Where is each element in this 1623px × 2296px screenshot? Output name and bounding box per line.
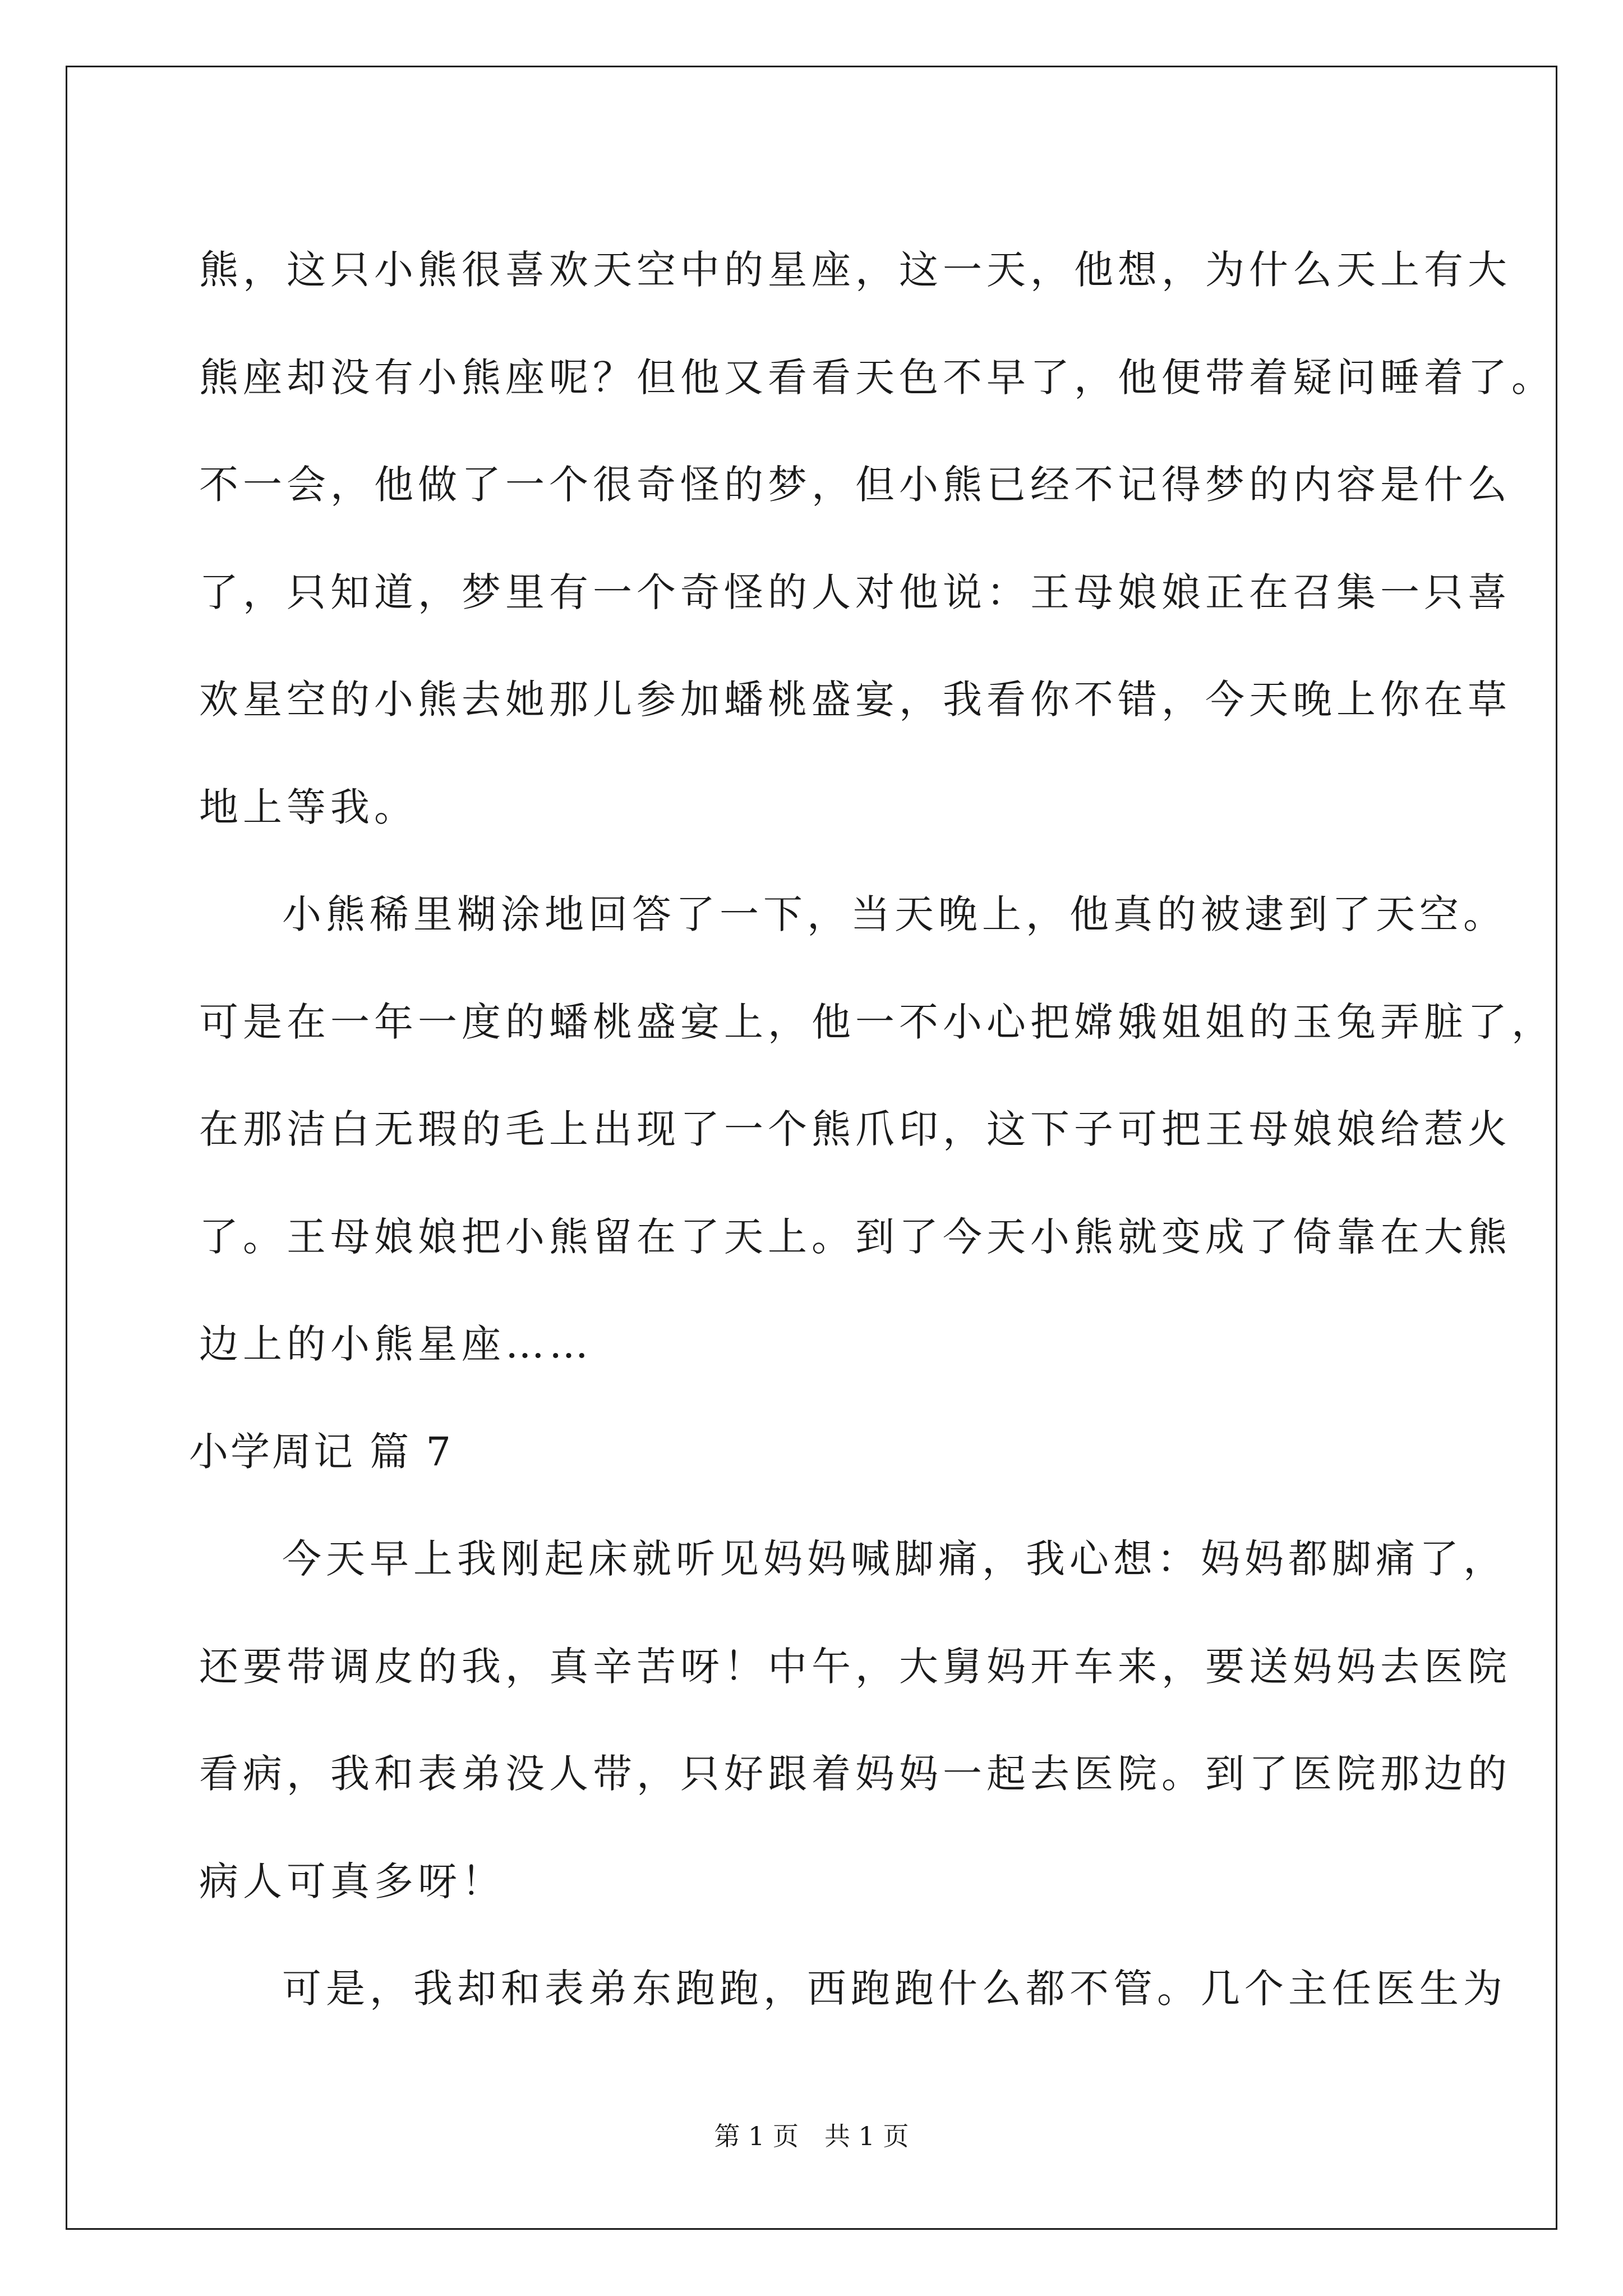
section-heading: 小学周记 篇 7 [189,1428,454,1475]
text-line: 了，只知道，梦里有一个奇怪的人对他说：王母娘娘正在召集一只喜 [199,569,1511,615]
text-line: 今天早上我刚起床就听见妈妈喊脚痛，我心想：妈妈都脚痛了， [282,1536,1507,1582]
text-line: 欢星空的小熊去她那儿参加蟠桃盛宴，我看你不错，今天晚上你在草 [199,677,1511,723]
text-line: 在那洁白无瑕的毛上出现了一个熊爪印，这下子可把王母娘娘给惹火 [199,1106,1511,1152]
text-line: 熊座却没有小熊座呢？但他又看看天色不早了，他便带着疑问睡着了。 [199,354,1555,401]
document-body [189,217,1555,2043]
text-line: 熊，这只小熊很喜欢天空中的星座，这一天，他想，为什么天上有大 [199,247,1511,293]
text-line: 不一会，他做了一个很奇怪的梦，但小熊已经不记得梦的内容是什么 [199,462,1511,508]
text-line: 地上等我。 [199,784,418,830]
text-line: 看病，我和表弟没人带，只好跟着妈妈一起去医院。到了医院那边的 [199,1751,1511,1797]
text-line: 小熊稀里糊涂地回答了一下，当天晚上，他真的被逮到了天空。 [282,891,1507,937]
page-footer: 第 1 页 共 1 页 [714,2121,909,2151]
text-line: 可是，我却和表弟东跑跑，西跑跑什么都不管。几个主任医生为 [282,1966,1507,2012]
text-line: 病人可真多呀！ [199,1858,505,1904]
text-line: 可是在一年一度的蟠桃盛宴上，他一不小心把嫦娥姐姐的玉兔弄脏了， [199,999,1555,1045]
text-line: 还要带调皮的我，真辛苦呀！中午，大舅妈开车来，要送妈妈去医院 [199,1643,1511,1690]
text-line: 了。王母娘娘把小熊留在了天上。到了今天小熊就变成了倚靠在大熊 [199,1213,1511,1260]
text-line: 边上的小熊星座…… [199,1321,593,1367]
